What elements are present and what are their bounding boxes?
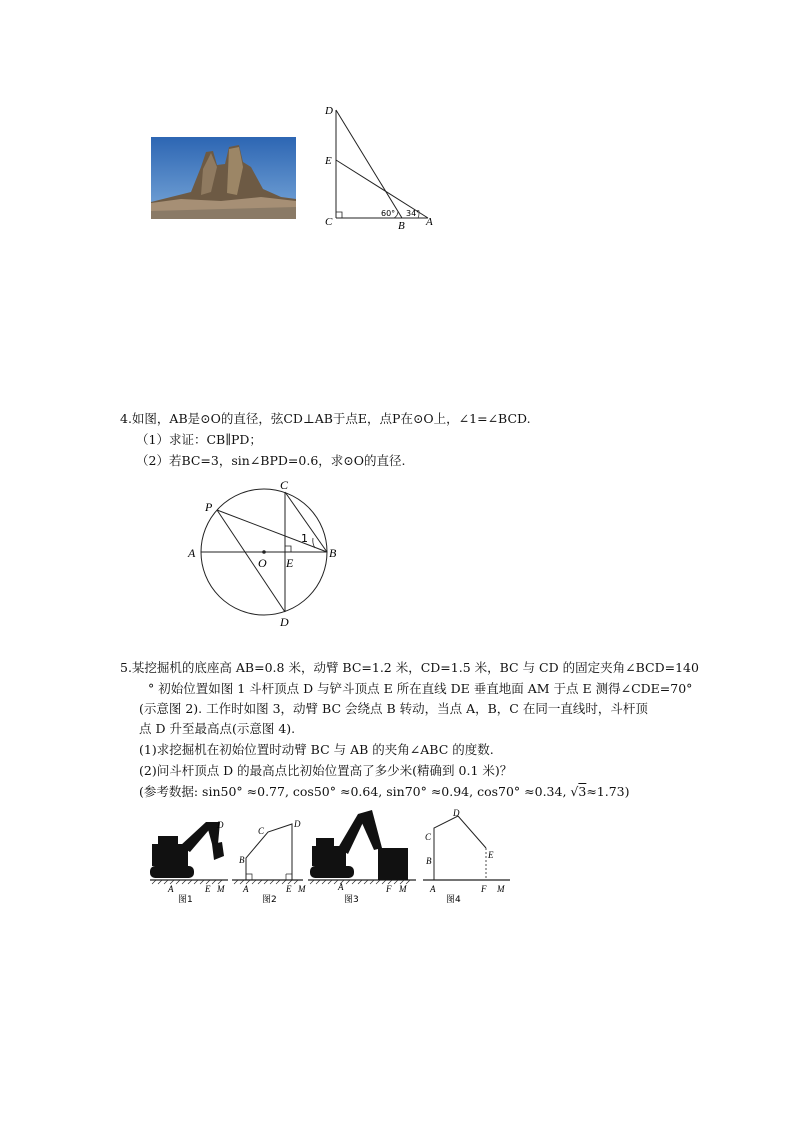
fig2-label-a: A — [243, 884, 249, 894]
fig1-label-a: A — [168, 884, 174, 894]
problem5-q1: (1)求挖掘机在初始位置时动臂 BC 与 AB 的夹角∠ABC 的度数. — [139, 742, 494, 757]
fig4-label-a: A — [430, 884, 436, 894]
fig4-label-b: B — [426, 856, 432, 866]
problem5-line1: 5.某挖掘机的底座高 AB=0.8 米，动臂 BC=1.2 米，CD=1.5 米，BC 与 CD 的固定夹角∠BCD=140 — [120, 660, 699, 675]
label-p: P — [205, 500, 213, 514]
problem5-line2: ° 初始位置如图 1 斗杆顶点 D 与铲斗顶点 E 所在直线 DE 垂直地面 AM 于点 E 测得∠CDE=70° — [148, 681, 693, 696]
fig4-label-e: E — [488, 850, 494, 860]
circle-figure — [183, 475, 353, 630]
fig4-label-m: M — [497, 884, 505, 894]
label-o: O — [258, 556, 267, 570]
caption-fig3: 图3 — [344, 895, 359, 904]
angle-1-label: 1 — [301, 532, 308, 545]
excavator-silhouette-1 — [150, 822, 224, 878]
problem5-q2: (2)问斗杆顶点 D 的最高点比初始位置高了多少米(精确到 0.1 米)？ — [139, 763, 513, 778]
triangle-figure — [320, 100, 435, 232]
problem4-part1: （1）求证：CB∥PD； — [136, 432, 262, 447]
caption-fig1: 图1 — [178, 895, 193, 904]
label-b-circle: B — [329, 546, 337, 560]
fig2-label-c: C — [258, 826, 265, 836]
problem5-line3: (示意图 2). 工作时如图 3，动臂 BC 会绕点 B 转动，当点 A，B，C 在同一直线时，斗杆顶 — [139, 701, 648, 716]
label-c: C — [325, 216, 333, 228]
problem4-title: 4.如图，AB是⊙O的直径，弦CD⊥AB于点E，点P在⊙O上，∠1=∠BCD. — [120, 411, 531, 426]
label-b: B — [398, 220, 405, 232]
angle-60-label: 60° — [381, 209, 396, 218]
fig3-label-m: M — [399, 884, 407, 894]
label-e-circle: E — [286, 556, 294, 570]
reference-suffix: ≈1.73) — [586, 784, 630, 799]
reference-prefix: (参考数据: sin50° ≈0.77, cos50° ≈0.64, sin70° ≈0.94, cos70° ≈0.34, — [139, 784, 571, 799]
label-d-circle: D — [280, 615, 289, 629]
label-e: E — [325, 155, 332, 167]
sqrt-radicand: 3 — [578, 784, 587, 799]
caption-fig2: 图2 — [262, 895, 277, 904]
label-a-circle: A — [188, 546, 196, 560]
fig2-label-m: M — [298, 884, 306, 894]
fig2-label-b: B — [239, 855, 245, 865]
monument-photo — [151, 137, 296, 219]
problem5-reference — [139, 784, 630, 800]
fig1-label-m: M — [217, 884, 225, 894]
fig2-label-e: E — [286, 884, 292, 894]
fig1-label-e: E — [205, 884, 211, 894]
fig3-label-f: F — [386, 884, 392, 894]
problem5-line4: 点 D 升至最高点(示意图 4). — [139, 721, 296, 736]
fig4-label-d: D — [453, 808, 460, 818]
caption-fig4: 图4 — [446, 895, 461, 904]
fig2-label-d: D — [294, 819, 301, 829]
label-d: D — [325, 105, 333, 117]
sqrt-symbol: √ — [570, 784, 579, 799]
excavator-figures — [148, 808, 520, 904]
label-a: A — [426, 216, 433, 228]
label-c-circle: C — [280, 478, 289, 492]
fig4-label-f: F — [481, 884, 487, 894]
excavator-silhouette-3 — [310, 810, 408, 880]
fig3-label-a: A — [338, 882, 344, 892]
problem4-part2: （2）若BC=3，sin∠BPD=0.6，求⊙O的直径. — [136, 453, 406, 468]
fig1-label-d: D — [217, 820, 224, 830]
angle-34-label: 34° — [406, 209, 421, 218]
fig4-label-c: C — [425, 832, 432, 842]
